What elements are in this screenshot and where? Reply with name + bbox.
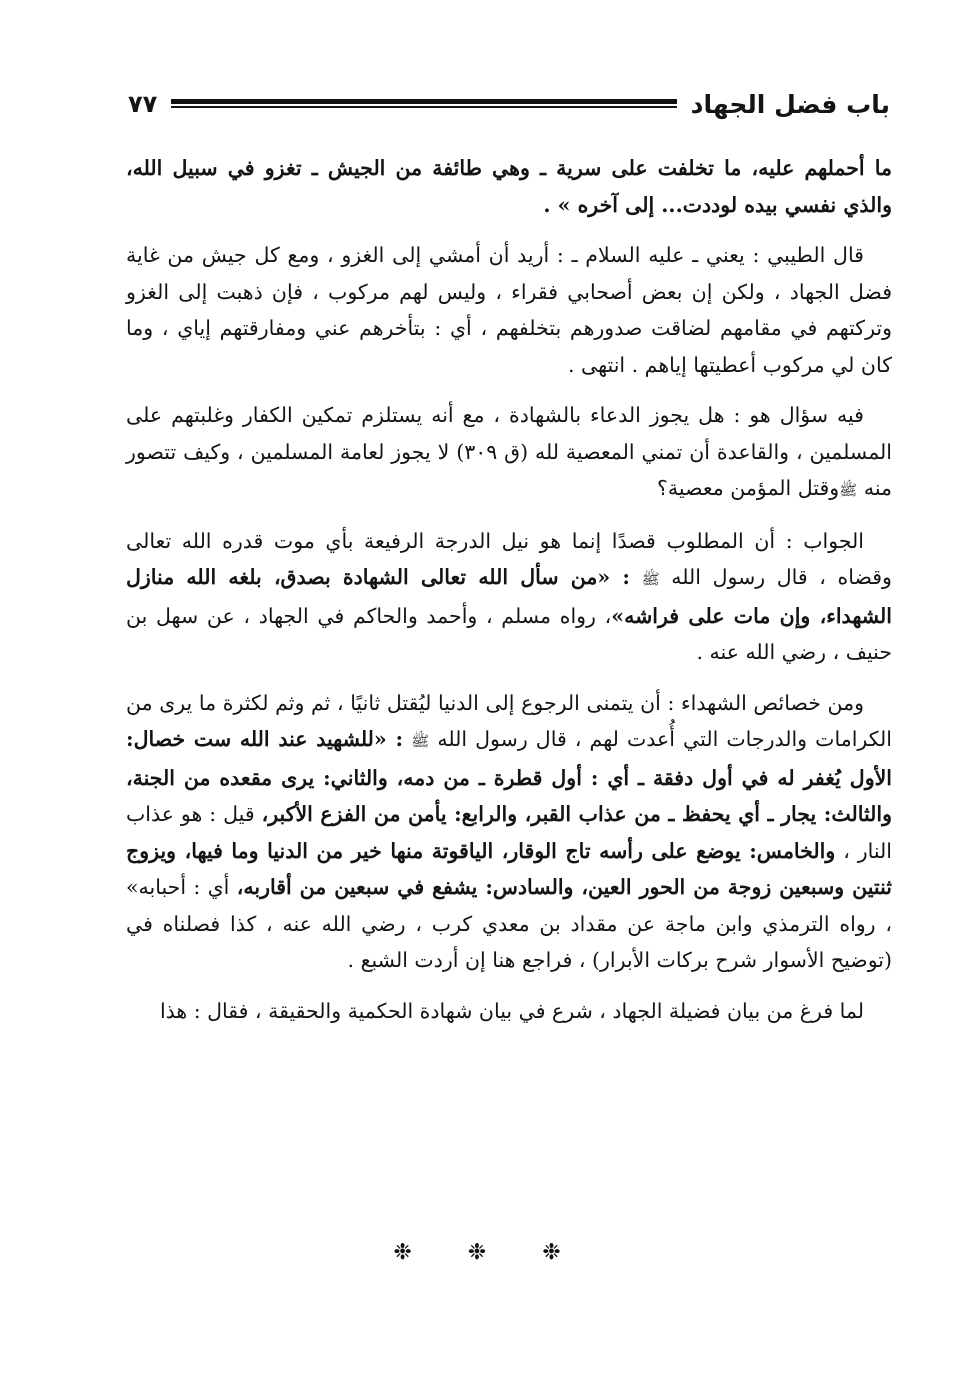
section-end-ornaments: [0, 1240, 954, 1265]
asterism-ornament: ❉: [393, 1240, 412, 1265]
paragraph-4-text-a: الجواب : أن المطلوب قصدًا إنما هو نيل الدرجة الرفيعة بأي موت قدره الله تعالى وقضاه ، قال رسول الله: [126, 528, 892, 589]
paragraph-5: [126, 685, 892, 979]
asterism-ornament: ❉: [467, 1240, 487, 1265]
asterism-ornament: ❉: [542, 1240, 561, 1265]
paragraph-2: قال الطيبي : يعني ـ عليه السلام ـ : أريد أن أمشي إلى الغزو ، ومع كل جيش من غاية فضل الجهاد ، ولكن إن بعض أصحابي فقراء ، وليس لهم مركوب ، فإن ذهبت إلى الغزو وتركتهم في مقامهم لضاقت صدورهم بتخلفهم ، أي : بتأخرهم عني ومفارقتهم إياي ، وما كان لي مركوب أعطيتها إياهم . انتهى .: [126, 243, 892, 377]
paragraph-4-text-c: ، رواه مسلم ، وأحمد والحاكم في الجهاد ، عن سهل بن حنيف ، رضي الله عنه .: [126, 603, 892, 664]
page-number: ٧٧: [128, 90, 158, 118]
header-rule: [171, 99, 676, 109]
paragraph-3: [126, 397, 892, 509]
salutation-glyph: ﷺ: [411, 732, 430, 750]
salutation-glyph: ﷺ: [839, 481, 858, 499]
running-header: [128, 84, 890, 124]
salutation-glyph: ﷺ: [641, 570, 660, 588]
paragraph-5-text-c: قيل : هو عذاب النار ،: [126, 802, 893, 863]
paragraph-5-text-a: ومن خصائص الشهداء : أن يتمنى الرجوع إلى الدنيا ليُقتل ثانيًا ، ثم وثم لكثرة ما يرى من الكرامات والدرجات التي أُعدت لهم ، قال رسول الله: [126, 690, 892, 751]
paragraph-5-text-e: أي : أحبابه» ، رواه الترمذي وابن ماجة عن مقداد بن معدي كرب ، رضي الله عنه ، كذا فصلناه في (توضيح الأسوار شرح بركات الأبرار) ، فراجع هنا إن أردت الشبع .: [126, 875, 892, 972]
hadith-quote: : «من سأل الله تعالى الشهادة بصدق، بلغه الله منازل الشهداء، وإن مات على فراشه»: [126, 565, 893, 628]
paragraph-4: [126, 523, 892, 671]
paragraph-3-text-b: وقتل المؤمن معصية؟: [657, 476, 840, 500]
paragraph-1: ما أحملهم عليه، ما تخلفت على سرية ـ وهي طائفة من الجيش ـ تغزو في سبيل الله، والذي نفسي بيده لوددت... إلى آخره » .: [126, 156, 892, 217]
chapter-title: باب فضل الجهاد: [690, 89, 890, 119]
hadith-quote: : «للشهيد عند الله ست خصال: الأول يُغفر له في أول دفقة ـ أي : أول قطرة ـ من دمه، والثاني: يرى مقعده من الجنة، والثالث: يجار ـ أي يحفظ ـ من عذاب القبر، والرابع: يأمن من الفزع الأكبر،: [126, 727, 892, 826]
main-text: [126, 150, 892, 1043]
paragraph-6: لما فرغ من بيان فضيلة الجهاد ، شرع في بيان شهادة الحكمية والحقيقة ، فقال : هذا: [159, 998, 864, 1023]
hadith-quote-continued: والخامس: يوضع على رأسه تاج الوقار، الياقوتة منها خير من الدنيا وما فيها، ويزوج ثنتين وسبعين زوجة من الحور العين، والسادس: يشفع في سبعين من أقاربه،: [126, 838, 892, 899]
paragraph-3-text-a: فيه سؤال هو : هل يجوز الدعاء بالشهادة ، مع أنه يستلزم تمكين الكفار وغلبتهم على المسلمين ، والقاعدة أن تمني المعصية لله (ق ٣٠٩) لا يجوز لعامة المسلمين ، وكيف تتصور منه: [126, 403, 893, 500]
